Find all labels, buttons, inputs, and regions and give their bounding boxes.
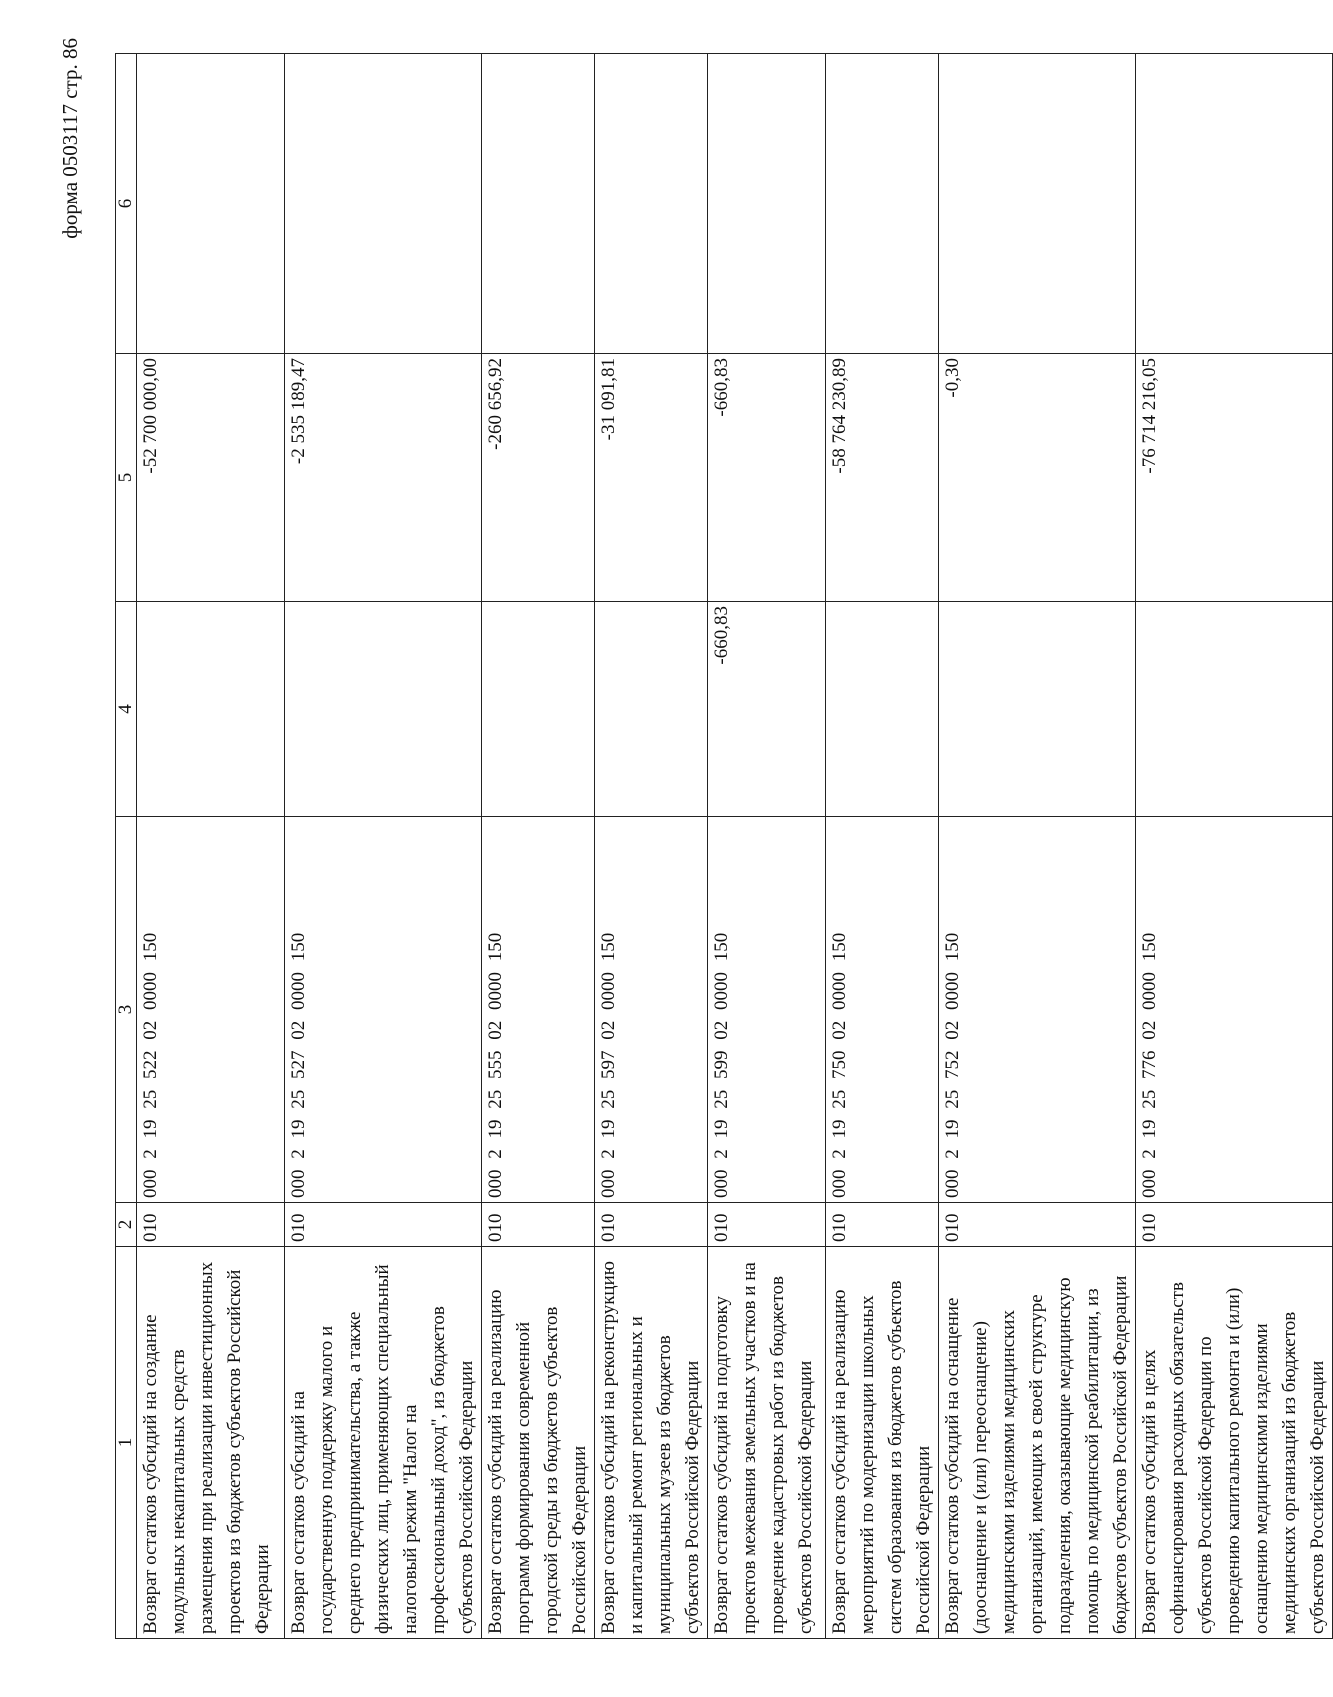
line-code: 010 (137, 1203, 285, 1247)
row-name: Возврат остатков субсидий на реализацию программ формирования современной городской среды из бюджетов субъектов Российской Федерации (482, 1247, 595, 1639)
line-code: 010 (1136, 1203, 1333, 1247)
col6-value (708, 54, 826, 354)
budget-classification-code: 000 2 19 25 522 02 0000 150 (137, 817, 285, 1203)
column-number: 5 (116, 354, 137, 602)
col6-value (1136, 54, 1333, 354)
col5-value: -58 764 230,89 (826, 354, 939, 602)
col6-value (595, 54, 708, 354)
budget-classification-code: 000 2 19 25 599 02 0000 150 (708, 817, 826, 1203)
column-number: 1 (116, 1247, 137, 1639)
row-name: Возврат остатков субсидий на создание модульных некапитальных средств размещения при реализации инвестиционных проектов из бюджетов субъектов Российской Федерации (137, 1247, 285, 1639)
line-code: 010 (939, 1203, 1136, 1247)
budget-classification-code: 000 2 19 25 527 02 0000 150 (285, 817, 482, 1203)
col6-value (137, 54, 285, 354)
col4-value (595, 602, 708, 817)
col5-value: -0,30 (939, 354, 1136, 602)
table-row (1136, 54, 1333, 1639)
table-row (826, 54, 939, 1639)
col4-value (826, 602, 939, 817)
col4-value (137, 602, 285, 817)
column-number: 6 (116, 54, 137, 354)
budget-classification-code: 000 2 19 25 776 02 0000 150 (1136, 817, 1333, 1203)
row-name: Возврат остатков субсидий на подготовку проектов межевания земельных участков и на проведение кадастровых работ из бюджетов субъектов Российской Федерации (708, 1247, 826, 1639)
col5-value: -260 656,92 (482, 354, 595, 602)
row-name: Возврат остатков субсидий на государственную поддержку малого и среднего предпринимательства, а также физических лиц, применяющих специальный налоговый режим "Налог на профессиональный доход", из бюджетов субъектов Российской Федерации (285, 1247, 482, 1639)
column-number: 2 (116, 1203, 137, 1247)
col5-value: -660,83 (708, 354, 826, 602)
column-number: 4 (116, 602, 137, 817)
col4-value (939, 602, 1136, 817)
col5-value: -76 714 216,05 (1136, 354, 1333, 602)
report-table (115, 53, 1333, 1639)
col4-value: -660,83 (708, 602, 826, 817)
col6-value (285, 54, 482, 354)
table-row (137, 54, 285, 1639)
budget-classification-code: 000 2 19 25 750 02 0000 150 (826, 817, 939, 1203)
table-row (482, 54, 595, 1639)
col4-value (482, 602, 595, 817)
row-name: Возврат остатков субсидий в целях софинансирования расходных обязательств субъектов Российской Федерации по проведению капитального ремонта и (или) оснащению медицинскими изделиями медицинских организаций из бюджетов субъектов Российской Федерации (1136, 1247, 1333, 1639)
col5-value: -31 091,81 (595, 354, 708, 602)
line-code: 010 (826, 1203, 939, 1247)
budget-classification-code: 000 2 19 25 597 02 0000 150 (595, 817, 708, 1203)
budget-classification-code: 000 2 19 25 752 02 0000 150 (939, 817, 1136, 1203)
col5-value: -2 535 189,47 (285, 354, 482, 602)
col5-value: -52 700 000,00 (137, 354, 285, 602)
line-code: 010 (708, 1203, 826, 1247)
col6-value (939, 54, 1136, 354)
line-code: 010 (285, 1203, 482, 1247)
form-page-label: форма 0503117 стр. 86 (58, 38, 82, 239)
col6-value (826, 54, 939, 354)
line-code: 010 (595, 1203, 708, 1247)
table-row (708, 54, 826, 1639)
col6-value (482, 54, 595, 354)
table-row (595, 54, 708, 1639)
col4-value (1136, 602, 1333, 817)
column-number-row (116, 54, 137, 1639)
row-name: Возврат остатков субсидий на оснащение (дооснащение и (или) переоснащение) медицинскими изделиями медицинских организаций, имеющих в своей структуре подразделения, оказывающие медицинскую помощь по медицинской реабилитации, из бюджетов субъектов Российской Федерации (939, 1247, 1136, 1639)
line-code: 010 (482, 1203, 595, 1247)
budget-classification-code: 000 2 19 25 555 02 0000 150 (482, 817, 595, 1203)
col4-value (285, 602, 482, 817)
column-number: 3 (116, 817, 137, 1203)
table-row (939, 54, 1136, 1639)
row-name: Возврат остатков субсидий на реализацию мероприятий по модернизации школьных систем образования из бюджетов субъектов Российской Федерации (826, 1247, 939, 1639)
table-row (285, 54, 482, 1639)
row-name: Возврат остатков субсидий на реконструкцию и капитальный ремонт региональных и муниципальных музеев из бюджетов субъектов Российской Федерации (595, 1247, 708, 1639)
